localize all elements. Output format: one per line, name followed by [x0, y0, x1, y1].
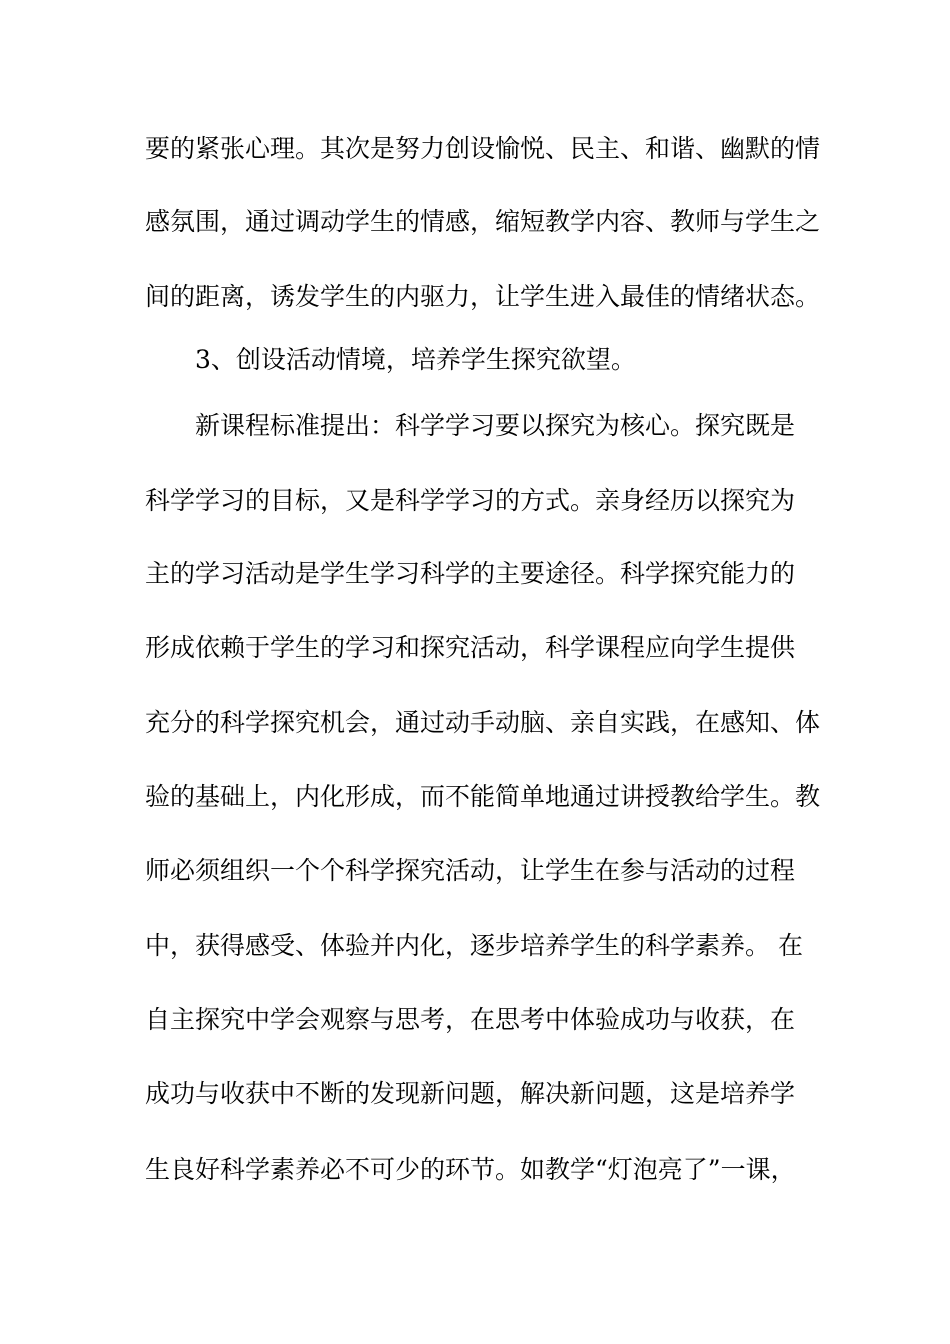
text-line: 感氛围，通过调动学生的情感，缩短教学内容、教师与学生之	[145, 207, 821, 236]
text-line: 师必须组织一个个科学探究活动，让学生在参与活动的过程	[145, 856, 796, 885]
text-line: 自主探究中学会观察与思考，在思考中体验成功与收获，在	[145, 1005, 796, 1034]
text-line: 科学学习的目标，又是科学学习的方式。亲身经历以探究为	[145, 486, 796, 515]
text-line: 验的基础上，内化形成，而不能简单地通过讲授教给学生。教	[145, 782, 821, 811]
text-line: 要的紧张心理。其次是努力创设愉悦、民主、和谐、幽默的情	[145, 134, 821, 163]
text-line: 新课程标准提出：科学学习要以探究为核心。探究既是	[195, 411, 796, 440]
text-line: 中，获得感受、体验并内化，逐步培养学生的科学素养。 在	[145, 931, 803, 960]
text-line: 形成依赖于学生的学习和探究活动，科学课程应向学生提供	[145, 633, 796, 662]
section-heading: 3、创设活动情境，培养学生探究欲望。	[195, 345, 636, 374]
text-line: 主的学习活动是学生学习科学的主要途径。科学探究能力的	[145, 559, 796, 588]
text-line: 充分的科学探究机会，通过动手动脑、亲自实践，在感知、体	[145, 708, 821, 737]
text-line: 成功与收获中不断的发现新问题，解决新问题，这是培养学	[145, 1079, 796, 1108]
text-line: 生良好科学素养必不可少的环节。如教学“灯泡亮了”一课，	[145, 1155, 796, 1184]
text-line: 间的距离，诱发学生的内驱力，让学生进入最佳的情绪状态。	[145, 282, 821, 311]
